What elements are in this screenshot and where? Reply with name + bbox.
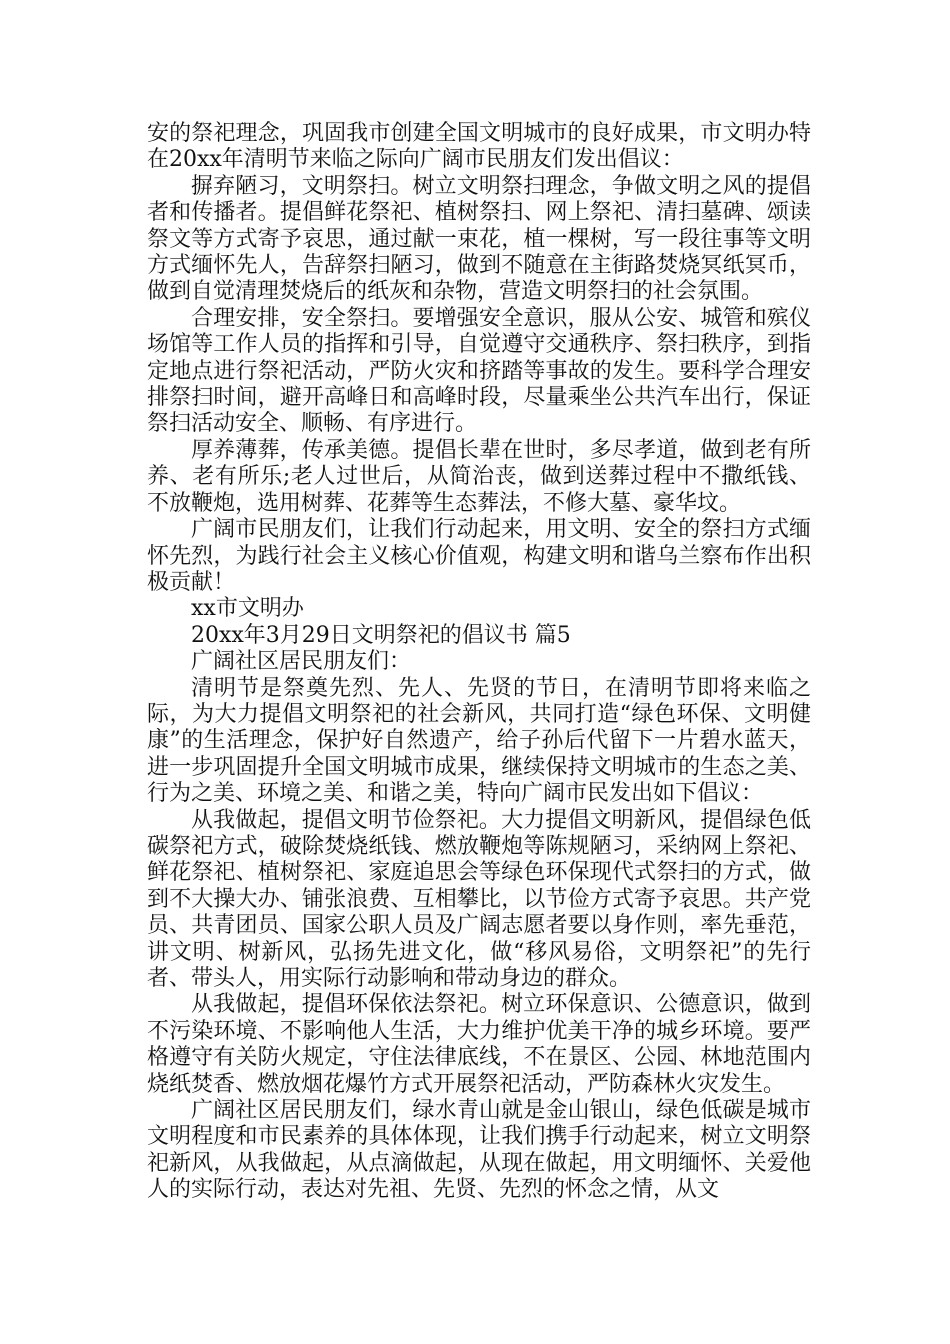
paragraph-safe-sweeping: 合理安排，安全祭扫。要增强安全意识，服从公安、城管和殡仪场馆等工作人员的指挥和引导，自觉遵守交通秩序、祭扫秩序，到指定地点进行祭祀活动，严防火灾和挤踏等事故的发生。要科学合理安排祭扫时间，避开高峰日和高峰时段，尽量乘坐公共汽车出行，保证祭扫活动安全、顺畅、有序进行。 <box>147 305 811 437</box>
section-heading-date: 20xx年3月29日文明祭祀的倡议书 篇5 <box>191 622 571 648</box>
paragraph-civilized-sweeping: 摒弃陋习，文明祭扫。树立文明祭扫理念，争做文明之风的提倡者和传播者。提倡鲜花祭祀、植树祭扫、网上祭祀、清扫墓碑、颂读祭文等方式寄予哀思，通过献一束花，植一棵树，写一段往事等文明方式缅怀先人，告辞祭扫陋习，做到不随意在主街路焚烧冥纸冥币，做到自觉清理焚烧后的纸灰和杂物，营造文明祭扫的社会氛围。 <box>147 173 811 305</box>
document-body <box>147 121 811 1204</box>
paragraph-eco-legal-sacrifice: 从我做起，提倡环保依法祭祀。树立环保意识、公德意识，做到不污染环境、不影响他人生活，大力维护优美干净的城乡环境。要严格遵守有关防火规定，守住法律底线，不在景区、公园、林地范围内烧纸焚香、燃放烟花爆竹方式开展祭祀活动，严防森林火灾发生。 <box>147 992 811 1097</box>
paragraph-frugal-burial: 厚养薄葬，传承美德。提倡长辈在世时，多尽孝道，做到老有所养、老有所乐;老人过世后，从简治丧，做到送葬过程中不撒纸钱、不放鞭炮，选用树葬、花葬等生态葬法，不修大墓、豪华坟。 <box>147 437 811 516</box>
paragraph-qingming-intro: 清明节是祭奠先烈、先人、先贤的节日，在清明节即将来临之际，为大力提倡文明祭祀的社会新风，共同打造“绿色环保、文明健康”的生活理念，保护好自然遗产，给子孙后代留下一片碧水蓝天，进一步巩固提升全国文明城市成果，继续保持文明城市的生态之美、行为之美、环境之美、和谐之美，特向广阔市民发出如下倡议： <box>147 675 811 807</box>
paragraph-frugal-sacrifice: 从我做起，提倡文明节俭祭祀。大力提倡文明新风，提倡绿色低碳祭祀方式，破除焚烧纸钱、燃放鞭炮等陈规陋习，采纳网上祭祀、鲜花祭祀、植树祭祀、家庭追思会等绿色环保现代式祭扫的方式，做到不大操大办、铺张浪费、互相攀比，以节俭方式寄予哀思。共产党员、共青团员、国家公职人员及广阔志愿者要以身作则，率先垂范，讲文明、树新风，弘扬先进文化，做“移风易俗，文明祭祀”的先行者、带头人，用实际行动影响和带动身边的群众。 <box>147 807 811 991</box>
signature-organization: xx市文明办 <box>191 596 304 622</box>
salutation: 广阔社区居民朋友们： <box>191 649 412 675</box>
paragraph-call-to-action: 广阔市民朋友们，让我们行动起来，用文明、安全的祭扫方式缅怀先烈，为践行社会主义核心价值观，构建文明和谐乌兰察布作出积极贡献！ <box>147 517 811 595</box>
paragraph-closing-appeal: 广阔社区居民朋友们，绿水青山就是金山银山，绿色低碳是城市文明程度和市民素养的具体体现，让我们携手行动起来，树立文明祭祀新风，从我做起，从点滴做起，从现在做起，用文明缅怀、关爱他人的实际行动，表达对先祖、先贤、先烈的怀念之情，从文 <box>147 1098 811 1203</box>
paragraph-intro-continued: 安的祭祀理念，巩固我市创建全国文明城市的良好成果，市文明办特在20xx年清明节来临之际向广阔市民朋友们发出倡议： <box>147 121 811 173</box>
